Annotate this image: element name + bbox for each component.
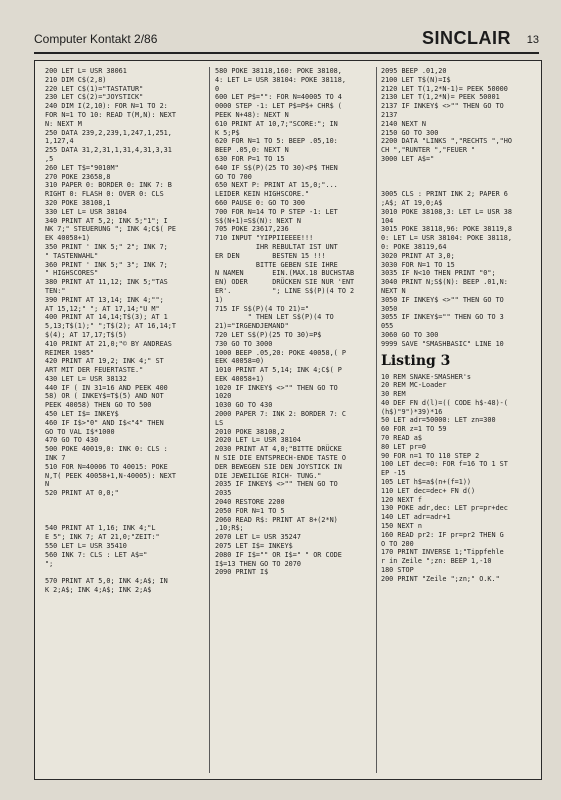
code-line: 2070 LET L= USR 35247	[215, 533, 301, 542]
column-divider	[376, 67, 377, 773]
code-line: 1020	[215, 392, 232, 401]
page-header	[34, 28, 539, 50]
code-line: 2080 IF I$="" OR I$=" " OR CODE	[215, 550, 342, 559]
code-line: 650 NEXT P: PRINT AT 15,0;"...	[215, 181, 338, 190]
code-line: 3050 IF INKEY$ <>"" THEN GO TO	[381, 295, 504, 304]
listing-column-1	[45, 67, 205, 775]
code-line: ,5	[45, 154, 54, 163]
code-line: BEEP .05,0: NEXT N	[215, 146, 289, 155]
code-line: ER'. "; LINE S$(P)(4 TO 2	[215, 286, 355, 295]
code-line: " TASTENWAHL"	[45, 251, 99, 260]
code-line: 2020 LET L= USR 38104	[215, 436, 301, 445]
code-line: 420 PRINT AT 19,2; INK 4;" ST	[45, 357, 164, 366]
code-line: O TO 200	[381, 539, 414, 548]
code-line: " HIGHSCORES"	[45, 269, 99, 278]
code-line: 705 POKE 23617,236	[215, 225, 289, 234]
code-line: 140 LET adr=adr+1	[381, 513, 451, 522]
code-line: 1010 PRINT AT 5,14; INK 4;C$( P	[215, 366, 342, 375]
code-line: 055	[381, 322, 394, 331]
code-line: 570 PRINT AT 5,0; INK 4;A$; IN	[45, 577, 168, 586]
code-line: 3015 POKE 38118,96: POKE 38119,8	[381, 225, 512, 234]
code-line: INK 7	[45, 454, 66, 463]
code-line: 2137	[381, 110, 398, 119]
magazine-title: Computer Kontakt 2/86	[34, 32, 158, 46]
code-line: N,T( PEEK 40058+1,N-40005): NEXT	[45, 471, 176, 480]
code-line: ,10;R$;	[215, 524, 244, 533]
code-line: 1020 IF INKEY$ <>"" THEN GO TO	[215, 383, 338, 392]
code-line: 3060 GO TO 300	[381, 330, 439, 339]
code-line: FOR N=1 TO 10: READ T(M,N): NEXT	[45, 110, 176, 119]
code-line: 3000 LET A$="	[381, 154, 435, 163]
code-line: 3050	[381, 304, 398, 313]
code-line: 350 PRINT ' INK 5;" 2"; INK 7;	[45, 242, 168, 251]
code-line: 2090 PRINT I$	[215, 568, 269, 577]
code-line: DIE JEWEILIGE RICH- TUNG."	[215, 471, 322, 480]
code-line	[45, 516, 205, 525]
code-line: 3035 IF N<10 THEN PRINT "0";	[381, 269, 496, 278]
code-line: 20 REM MC-Loader	[381, 381, 447, 390]
code-line: 250 DATA 239,2,239,1,247,1,251,	[45, 128, 172, 137]
code-line: 220 LET C$(1)="TASTATUR"	[45, 84, 144, 93]
code-line: 520 PRINT AT 0,0;"	[45, 489, 119, 498]
code-line: 100 LET dec=0: FOR f=16 TO 1 ST	[381, 460, 508, 469]
code-line: 540 PRINT AT 1,16; INK 4;"L	[45, 524, 156, 533]
code-line: E 5"; INK 7; AT 21,0;"ZEIT:"	[45, 533, 160, 542]
code-line: PEEK N+48): NEXT N	[215, 110, 289, 119]
code-line: 80 LET pr=0	[381, 442, 427, 451]
code-line: 550 LET L= USR 35410	[45, 542, 127, 551]
code-line: 2010 POKE 38108,2	[215, 427, 285, 436]
code-line: 10 REM SNAKE-SMASHER's	[381, 372, 472, 381]
code-line: 2150 GO TO 300	[381, 128, 439, 137]
code-line	[381, 173, 537, 182]
code-line	[45, 507, 205, 516]
code-line: N	[45, 480, 50, 489]
code-line: N SIE DIE ENTSPRECH-ENDE TASTE O	[215, 454, 346, 463]
code-line: BITTE GEBEN SIE IHRE	[215, 260, 338, 269]
code-line: 700 FOR N=14 TO P STEP -1: LET	[215, 207, 338, 216]
code-line: GO TO VAL I$*1000	[45, 427, 115, 436]
code-line: 0	[215, 84, 220, 93]
code-line: EK 40058+1)	[45, 234, 91, 243]
code-line: 3020 PRINT AT 3,0;	[381, 251, 455, 260]
code-line: LEIDER KEIN HIGHSCORE."	[215, 190, 310, 199]
code-line: 2200 DATA "LINKS ","RECHTS ","HO	[381, 137, 512, 146]
code-line: GO TO 700	[215, 172, 252, 181]
code-line: ";	[45, 559, 54, 568]
section-title: SINCLAIR	[422, 28, 511, 48]
code-line: 2050 FOR N=1 TO 5	[215, 506, 285, 515]
code-line: NEXT N	[381, 286, 406, 295]
code-line: 58) OR ( INKEY$=T$(5) AND NOT	[45, 392, 164, 401]
code-line: 730 GO TO 3000	[215, 339, 273, 348]
code-line: K 5;P$	[215, 128, 240, 137]
code-line: 430 LET L= USR 38132	[45, 374, 127, 383]
code-line: 310 PAPER 0: BORDER 0: INK 7: B	[45, 181, 172, 190]
code-line: 0: LET L= USR 38104: POKE 38118,	[381, 234, 512, 243]
code-line: 580 POKE 38118,160: POKE 38108,	[215, 67, 342, 75]
code-line: EEK 40058+1)	[215, 374, 265, 383]
code-line: 255 DATA 31,2,31,1,31,4,31,3,31	[45, 146, 172, 155]
code-line	[45, 568, 205, 577]
code-line: 130 POKE adr,dec: LET pr=pr+dec	[381, 504, 508, 513]
code-line: 610 PRINT AT 10,7;"SCORE:"; IN	[215, 119, 338, 128]
code-line: EN) ODER DRÜCKEN SIE NUR 'ENT	[215, 278, 355, 287]
code-line: 720 LET S$(P)(25 TO 30)=P$	[215, 330, 322, 339]
code-line: 104	[381, 216, 394, 225]
code-line: 2120 LET T(1,2*N-1)= PEEK 50000	[381, 84, 508, 93]
code-line: 460 IF I$>"0" AND I$<"4" THEN	[45, 418, 164, 427]
code-line	[45, 498, 205, 507]
code-line: S$(N+1)=S$(N): NEXT N	[215, 216, 301, 225]
code-line: 2137 IF INKEY$ <>"" THEN GO TO	[381, 102, 504, 111]
code-line: PEEK 40058) THEN GO TO 500	[45, 401, 152, 410]
code-line: 180 STOP	[381, 566, 414, 575]
code-line	[381, 164, 537, 173]
code-line: 2000 PAPER 7: INK 2: BORDER 7: C	[215, 410, 346, 419]
code-line: 440 IF ( IN 31=16 AND PEEK 400	[45, 383, 168, 392]
code-line: 710 INPUT "YIPPIIEEEE!!!	[215, 234, 314, 243]
code-line: 2060 READ R$: PRINT AT 8+(2*N)	[215, 515, 338, 524]
code-line: 0000 STEP -1: LET P$=P$+ CHR$ (	[215, 102, 342, 111]
code-line: 2040 RESTORE 2200	[215, 498, 285, 507]
code-line: 715 IF S$(P)(4 TO 21)="	[215, 304, 310, 313]
code-line: 1,127,4	[45, 137, 74, 146]
code-line: 400 PRINT AT 14,14;T$(3); AT 1	[45, 313, 168, 322]
code-line: 21)="IRGENDJEMAND"	[215, 322, 289, 331]
code-line: 410 PRINT AT 21,0;"© BY ANDREAS	[45, 339, 172, 348]
code-line: TEN:"	[45, 286, 66, 295]
code-line: 2030 PRINT AT 4,0;"BITTE DRÜCKE	[215, 445, 342, 454]
code-line: 0: POKE 38119,64	[381, 242, 447, 251]
code-line: 170 PRINT INVERSE 1;"Tippfehle	[381, 548, 504, 557]
code-line: 5,13;T$(1);" ";T$(2); AT 16,14;T	[45, 322, 176, 331]
code-line: 2130 LET T(1,2*N)= PEEK 50001	[381, 93, 500, 102]
code-line: 470 GO TO 430	[45, 436, 99, 445]
code-line: NK 7;" STEUERUNG "; INK 4;C$( PE	[45, 225, 176, 234]
code-line: N: NEXT M	[45, 119, 82, 128]
code-line: 380 PRINT AT 11,12; INK 5;"TAS	[45, 278, 168, 287]
code-line: 9999 SAVE "SMASHBASIC" LINE 10	[381, 339, 504, 348]
code-line: 640 IF S$(P)(25 TO 30)<P$ THEN	[215, 163, 338, 172]
code-line: 40 DEF FN d(l)=(( CODE h$-48)-(	[381, 398, 508, 407]
code-line: 4: LET L= USR 38104: POKE 38118,	[215, 75, 346, 84]
listing-column-3	[381, 67, 537, 775]
code-line: 510 FOR N=40006 TO 40015: POKE	[45, 462, 168, 471]
code-line: 2035	[215, 489, 232, 498]
code-line: 620 FOR N=1 TO 5: BEEP .05,10:	[215, 137, 338, 146]
code-line: 1)	[215, 295, 224, 304]
code-line: EP -15	[381, 469, 406, 478]
code-line: 2035 IF INKEY$ <>"" THEN GO TO	[215, 480, 338, 489]
basic-listing-box	[34, 60, 542, 780]
code-line: CH ","RUNTER ","FEUER "	[381, 146, 476, 155]
code-line: 2075 LET I$= INKEY$	[215, 542, 293, 551]
code-line: I$=13 THEN GO TO 2070	[215, 559, 301, 568]
code-line: 270 POKE 23658,8	[45, 172, 111, 181]
code-line: 340 PRINT AT 5,2; INK 5;"1"; I	[45, 216, 168, 225]
code-line: " THEN LET S$(P)(4 TO	[215, 313, 334, 322]
code-line: 3010 POKE 38108,3: LET L= USR 38	[381, 207, 512, 216]
code-line: REIMER 1985"	[45, 348, 95, 357]
code-line: 260 LET T$="9010M"	[45, 163, 119, 172]
code-line: 500 POKE 40019,0: INK 0: CLS :	[45, 445, 168, 454]
code-line: 30 REM	[381, 390, 406, 399]
code-line: 630 FOR P=1 TO 15	[215, 154, 285, 163]
code-line: 3030 FOR N=1 TO 15	[381, 260, 455, 269]
code-line: 50 LET adr=50000: LET zn=300	[381, 416, 496, 425]
code-line: N NAMEN EIN.(MAX.18 BUCHSTAB	[215, 269, 355, 278]
code-line: 240 DIM I(2,10): FOR N=1 TO 2:	[45, 102, 168, 111]
code-line: RIGHT 0: FLASH 0: OVER 0: CLS	[45, 190, 164, 199]
code-line: 1030 GO TO 430	[215, 401, 273, 410]
code-line: 200 LET L= USR 38061	[45, 67, 127, 75]
code-line: 360 PRINT ' INK 5;" 3"; INK 7;	[45, 260, 168, 269]
listing-column-2	[215, 67, 375, 775]
code-line: 2140 NEXT N	[381, 119, 427, 128]
page-number: 13	[526, 34, 539, 46]
code-line: 150 NEXT n	[381, 522, 422, 531]
code-line: 60 FOR z=1 TO 59	[381, 425, 447, 434]
code-line: K 2;A$; INK 4;A$; INK 2;A$	[45, 586, 152, 595]
code-line: 2095 BEEP .01,20	[381, 67, 447, 75]
code-line: 330 LET L= USR 38104	[45, 207, 127, 216]
code-line: 120 NEXT f	[381, 495, 422, 504]
code-line: 3005 CLS : PRINT INK 2; PAPER 6	[381, 190, 508, 199]
code-line: 450 LET I$= INKEY$	[45, 410, 119, 419]
code-line: ;A$; AT 19,0;A$	[381, 198, 443, 207]
code-line: EEK 40058=0)	[215, 357, 265, 366]
listing-title: Listing 3	[381, 352, 451, 369]
code-line: 660 PAUSE 0: GO TO 300	[215, 198, 306, 207]
code-line: 560 INK 7: CLS : LET A$="	[45, 550, 148, 559]
code-line: 70 READ a$	[381, 434, 422, 443]
code-line: 2100 LET T$(N)=I$	[381, 75, 451, 84]
code-line: LS	[215, 418, 224, 427]
code-line: 230 LET C$(2)="JOYSTICK"	[45, 93, 144, 102]
code-line	[381, 181, 537, 190]
code-line: r in Zeile ";zn: BEEP 1,-10	[381, 557, 492, 566]
header-rule	[34, 52, 539, 54]
code-line: 3040 PRINT N;S$(N): BEEP .01,N:	[381, 278, 508, 287]
code-line: 90 FOR n=1 TO 110 STEP 2	[381, 451, 480, 460]
code-line: ART MIT DER FEUERTASTE."	[45, 366, 144, 375]
code-line: 390 PRINT AT 13,14; INK 4;"";	[45, 295, 164, 304]
code-line: 105 LET h$=a$(n+(f=1))	[381, 478, 472, 487]
code-line: 1000 BEEP .05,20: POKE 40058,( P	[215, 348, 346, 357]
column-divider	[209, 67, 210, 773]
code-line: AT 15,12;" "; AT 17,14;"U M"	[45, 304, 160, 313]
code-line: (h$)"9")*39)*16	[381, 407, 443, 416]
code-line: 110 LET dec=dec+ FN d()	[381, 486, 476, 495]
code-line: ER DEN BESTEN 15 !!!	[215, 251, 326, 260]
code-line: 160 READ pr2: IF pr=pr2 THEN G	[381, 530, 504, 539]
code-line: 3055 IF INKEY$="" THEN GO TO 3	[381, 313, 504, 322]
code-line: DER BEWEGEN SIE DEN JOYSTICK IN	[215, 462, 342, 471]
code-line: 200 PRINT "Zeile ";zn;" O.K."	[381, 574, 500, 583]
code-line: 210 DIM C$(2,8)	[45, 75, 107, 84]
code-line: $(4); AT 17,17;T$(5)	[45, 330, 127, 339]
code-line: 320 POKE 38108,1	[45, 198, 111, 207]
code-line: 600 LET P$="": FOR N=40005 TO 4	[215, 93, 342, 102]
code-line: IHR REBULTAT IST UNT	[215, 242, 338, 251]
